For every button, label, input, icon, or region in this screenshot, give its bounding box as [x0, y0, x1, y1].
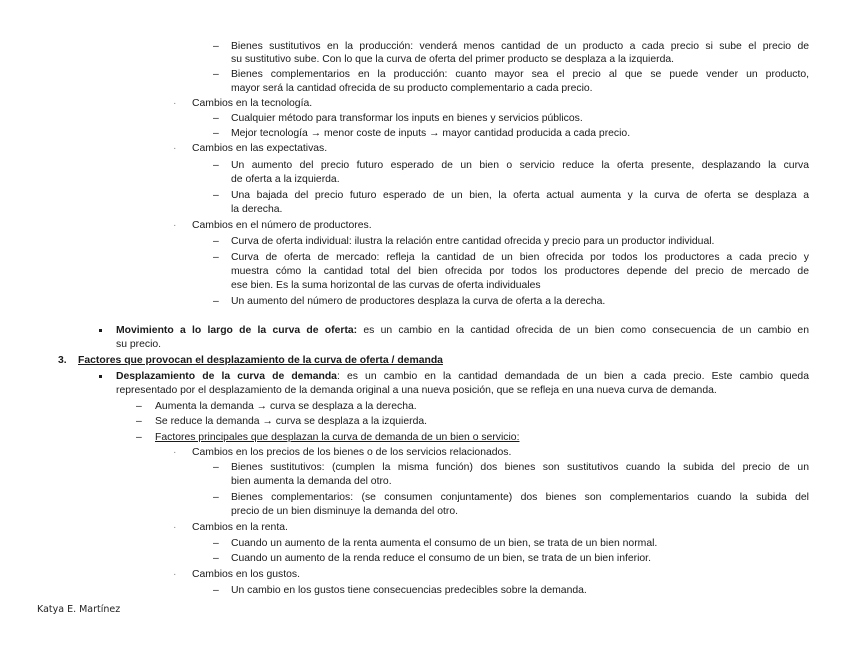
text-line: la derecha. — [231, 204, 283, 215]
text-line: Cuando un aumento de la renta aumenta el consumo de un bien, se trata de un bien normal. — [231, 538, 658, 549]
dash-marker: – — [213, 160, 219, 171]
term-bold: Movimiento a lo largo de la curva de oferta: — [116, 325, 358, 336]
text-line: ese bien. Es la suma horizontal de las curvas de oferta individuales — [231, 280, 541, 291]
dash-marker: – — [213, 252, 219, 263]
text-line: Curva de oferta individual: ilustra la relación entre cantidad ofrecida y precio para un productor individual. — [231, 236, 715, 247]
text-line: Un aumento del número de productores desplaza la curva de oferta a la derecha. — [231, 296, 606, 307]
dot-marker: · — [173, 447, 177, 458]
dash-marker: – — [213, 113, 219, 124]
dash-marker: – — [213, 296, 219, 307]
text-line: Un cambio en los gustos tiene consecuencias predecibles sobre la demanda. — [231, 585, 587, 596]
term-bold: Desplazamiento de la curva de demanda — [116, 371, 337, 382]
text-line: representado por el desplazamiento de la demanda original a una nueva posición, que se refleja en una nueva curva de demanda. — [116, 385, 717, 396]
dot-marker: · — [173, 98, 177, 109]
dash-marker: – — [213, 41, 219, 52]
text-line: Bienes complementarios en la producción: cuanto mayor sea el precio al que se puede vender un producto, — [231, 69, 809, 80]
text-line: muestra cómo la cantidad total del bien ofrecida por todos los productores depende del precio de mercado de — [231, 266, 809, 277]
dash-marker: – — [213, 190, 219, 201]
dash-marker: – — [136, 401, 142, 412]
dash-marker: – — [213, 553, 219, 564]
text-line: Se reduce la demanda → curva se desplaza a la izquierda. — [155, 416, 428, 427]
list-heading: Cambios en las expectativas. — [192, 143, 328, 154]
list-heading: Cambios en el número de productores. — [192, 220, 372, 231]
square-bullet-icon — [99, 375, 102, 378]
text-line: Bienes sustitutivos en la producción: venderá menos cantidad de un producto a cada precio si sube el precio de — [231, 41, 809, 52]
section-heading: Factores que provocan el desplazamiento de la curva de oferta / demanda — [78, 355, 443, 366]
dot-marker: · — [173, 143, 177, 154]
dash-marker: – — [213, 538, 219, 549]
definition-text: : es un cambio en la cantidad demandada de un bien a cada precio. Este cambio queda — [336, 371, 809, 382]
text-line: su precio. — [116, 339, 162, 350]
dash-marker: – — [136, 416, 142, 427]
text-line: Bienes complementarios: (se consumen conjuntamente) dos bienes son complementarios cuando la subida del — [231, 492, 809, 503]
subsection-heading: Factores principales que desplazan la curva de demanda de un bien o servicio: — [155, 432, 520, 443]
dash-marker: – — [213, 462, 219, 473]
text-line: mayor será la cantidad ofrecida de su producto complementario a cada precio. — [231, 83, 593, 94]
list-heading: Cambios en los precios de los bienes o de los servicios relacionados. — [192, 447, 512, 458]
text-line: Curva de oferta de mercado: refleja la cantidad de un bien ofrecida por todos los productores a cada precio y — [231, 252, 809, 263]
text-line: Bienes sustitutivos: (cumplen la misma función) dos bienes son sustitutivos cuando la subida del precio de un — [231, 462, 809, 473]
definition-text: es un cambio en la cantidad ofrecida de un bien como consecuencia de un cambio en — [357, 325, 809, 336]
text-line: Mejor tecnología → menor coste de inputs → mayor cantidad producida a cada precio. — [231, 128, 631, 139]
dash-marker: – — [213, 585, 219, 596]
dot-marker: · — [173, 569, 177, 580]
author-footer: Katya E. Martínez — [37, 604, 121, 615]
square-bullet-icon — [99, 329, 102, 332]
text-line — [116, 325, 809, 338]
text-line: Cuando un aumento de la renda reduce el consumo de un bien, se trata de un bien inferior. — [231, 553, 651, 564]
dash-marker: – — [213, 236, 219, 247]
dash-marker: – — [213, 69, 219, 80]
text-line: Aumenta la demanda → curva se desplaza a la derecha. — [155, 401, 417, 412]
text-line: Un aumento del precio futuro esperado de un bien o servicio reduce la oferta presente, desplazando la curva — [231, 160, 809, 171]
text-line: precio de un bien disminuye la demanda del otro. — [231, 506, 459, 517]
dash-marker: – — [213, 492, 219, 503]
text-line — [116, 371, 809, 384]
text-line: de oferta a la izquierda. — [231, 174, 340, 185]
text-line: su sustitutivo sube. Con lo que la curva de oferta del primer producto se desplaza a la izquierda. — [231, 54, 675, 65]
dot-marker: · — [173, 522, 177, 533]
section-number: 3. — [58, 355, 67, 366]
dash-marker: – — [213, 128, 219, 139]
dot-marker: · — [173, 220, 177, 231]
text-line: Una bajada del precio futuro esperado de un bien, la oferta actual aumenta y la curva de oferta se desplaza a — [231, 190, 809, 201]
text-line: Cualquier método para transformar los inputs en bienes y servicios públicos. — [231, 113, 583, 124]
list-heading: Cambios en los gustos. — [192, 569, 301, 580]
dash-marker: – — [136, 432, 142, 443]
text-line: bien aumenta la demanda del otro. — [231, 476, 392, 487]
list-heading: Cambios en la renta. — [192, 522, 288, 533]
list-heading: Cambios en la tecnología. — [192, 98, 313, 109]
